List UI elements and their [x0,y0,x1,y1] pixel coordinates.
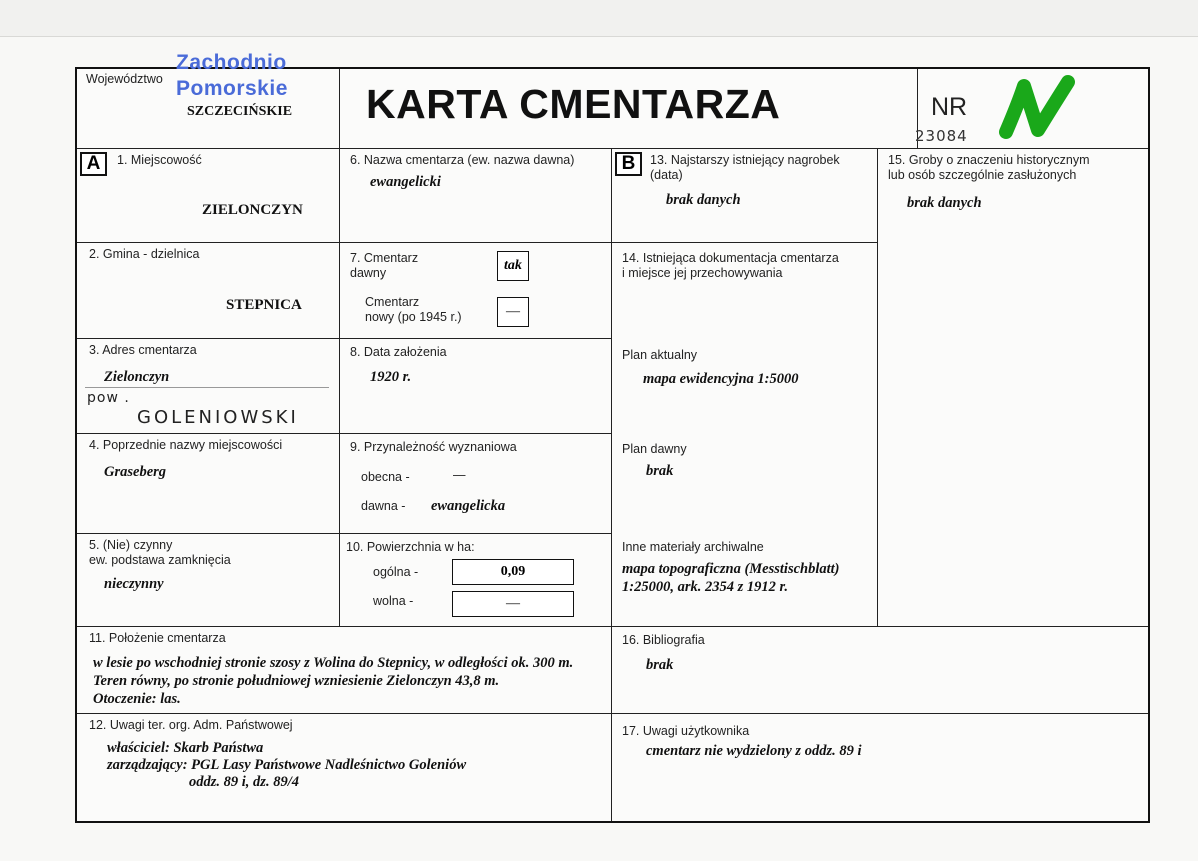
inne-label: Inne materiały archiwalne [622,540,764,554]
miejscowosc-value: ZIELONCZYN [202,202,303,218]
przynaleznosc-dawna-value: ewangelicka [431,498,506,514]
przynaleznosc-dawna-label: dawna - [361,499,406,513]
dokumentacja-label: 14. Istniejąca dokumentacja cmentarza i miejsce jej przechowywania [622,251,839,280]
gmina-label: 2. Gmina - dzielnica [89,247,200,261]
section-b-marker: B [615,152,642,176]
plan-dawny-label: Plan dawny [622,442,687,456]
nazwa-cell [340,149,612,243]
adres-handwritten: GOLENIOWSKI [137,407,299,428]
miejscowosc-cell [77,149,340,243]
uwagi-ter-line3: oddz. 89 i, dz. 89/4 [189,774,299,790]
adres-underline [85,387,329,388]
wojewodztwo-value: SZCZECIŃSKIE [187,104,293,119]
uwagi-ter-line1: właściciel: Skarb Państwa [107,740,264,756]
poprzednie-nazwy-label: 4. Poprzednie nazwy miejscowości [89,438,283,452]
wojewodztwo-cell [77,51,340,149]
nr-handwritten: 23084 [915,127,968,145]
adres-label: 3. Adres cmentarza [89,343,197,357]
groby-cell [878,149,1148,627]
czynny-cell [77,534,340,627]
polozenie-cell [77,627,612,714]
przynaleznosc-label: 9. Przynależność wyznaniowa [350,440,517,454]
polozenie-value: w lesie po wschodniej stronie szosy z Wolina do Stepnicy, w odległości ok. 300 m. Teren równy, po stronie południowej wzniesienie Zielonczyn 43,8 m. Otoczenie: las. [93,655,574,707]
najstarszy-cell [612,149,878,243]
przynaleznosc-obecna-label: obecna - [361,470,410,484]
section-a-marker: A [80,152,107,176]
nr-label: NR [931,93,968,121]
data-zalozenia-cell [340,339,612,434]
powierzchnia-wolna-box: — [452,591,574,617]
nr-cell [915,69,1148,149]
gmina-cell [77,243,340,339]
bibliografia-value: brak [646,657,674,673]
powierzchnia-ogolna-box: 0,09 [452,559,574,585]
czynny-value: nieczynny [104,576,164,592]
miejscowosc-label: 1. Miejscowość [117,153,202,167]
poprzednie-nazwy-cell [77,434,340,534]
groby-label: 15. Groby o znaczeniu historycznym lub osób szczególnie zasłużonych [888,153,1090,182]
uwagi-uzytkownika-value: cmentarz nie wydzielony z oddz. 89 i [646,743,862,759]
powierzchnia-label: 10. Powierzchnia w ha: [346,540,475,554]
nazwa-value: ewangelicki [370,174,441,190]
region-stamp-line2: Pomorskie [176,77,288,100]
data-zalozenia-label: 8. Data założenia [350,345,447,359]
paper-top-edge [0,0,1198,37]
przynaleznosc-cell [340,434,612,534]
card-title: KARTA CMENTARZA [366,81,781,127]
data-zalozenia-value: 1920 r. [370,369,412,385]
plan-aktualny-label: Plan aktualny [622,348,698,362]
najstarszy-value: brak danych [666,192,741,208]
adres-handwritten-prefix: pow . [87,390,130,406]
adres-value: Zielonczyn [104,369,170,385]
cmentarz-dawny-box: tak [497,251,529,281]
czynny-label: 5. (Nie) czynny ew. podstawa zamknięcia [89,538,231,567]
cemetery-card [75,51,1150,823]
plan-aktualny-value: mapa ewidencyjna 1:5000 [643,371,799,387]
uwagi-ter-label: 12. Uwagi ter. org. Adm. Państwowej [89,718,293,732]
bibliografia-label: 16. Bibliografia [622,633,705,647]
uwagi-uzytkownika-label: 17. Uwagi użytkownika [622,724,750,738]
polozenie-label: 11. Położenie cmentarza [89,631,226,645]
green-mark-icon [996,74,1076,150]
powierzchnia-cell [340,534,612,627]
cmentarz-nowy-box: — [497,297,529,327]
bibliografia-cell [612,627,1148,714]
adres-cell [77,339,340,434]
cmentarz-dawny-label: 7. Cmentarz dawny [350,251,419,280]
uwagi-ter-line2: zarządzający: PGL Lasy Państwowe Nadleśnictwo Goleniów [107,757,467,773]
groby-value: brak danych [907,195,982,211]
powierzchnia-wolna-label: wolna - [373,594,414,608]
przynaleznosc-obecna-value: — [453,468,466,482]
gmina-value: STEPNICA [226,297,302,313]
najstarszy-label: 13. Najstarszy istniejący nagrobek (data) [650,153,840,182]
cmentarz-nowy-label: Cmentarz nowy (po 1945 r.) [365,295,462,324]
wojewodztwo-label: Województwo [86,72,163,86]
nazwa-label: 6. Nazwa cmentarza (ew. nazwa dawna) [350,153,575,167]
poprzednie-nazwy-value: Graseberg [104,464,167,480]
uwagi-ter-cell [77,714,612,821]
plan-dawny-value: brak [646,463,674,479]
powierzchnia-ogolna-label: ogólna - [373,565,419,579]
region-stamp-line1: Zachodnio [176,51,287,74]
cmentarz-cell [340,243,612,339]
dokumentacja-cell [612,243,878,627]
title-cell [340,69,918,149]
uwagi-uzytkownika-cell [612,714,1148,821]
inne-value: mapa topograficzna (Messtischblatt) 1:25000, ark. 2354 z 1912 r. [622,561,840,595]
